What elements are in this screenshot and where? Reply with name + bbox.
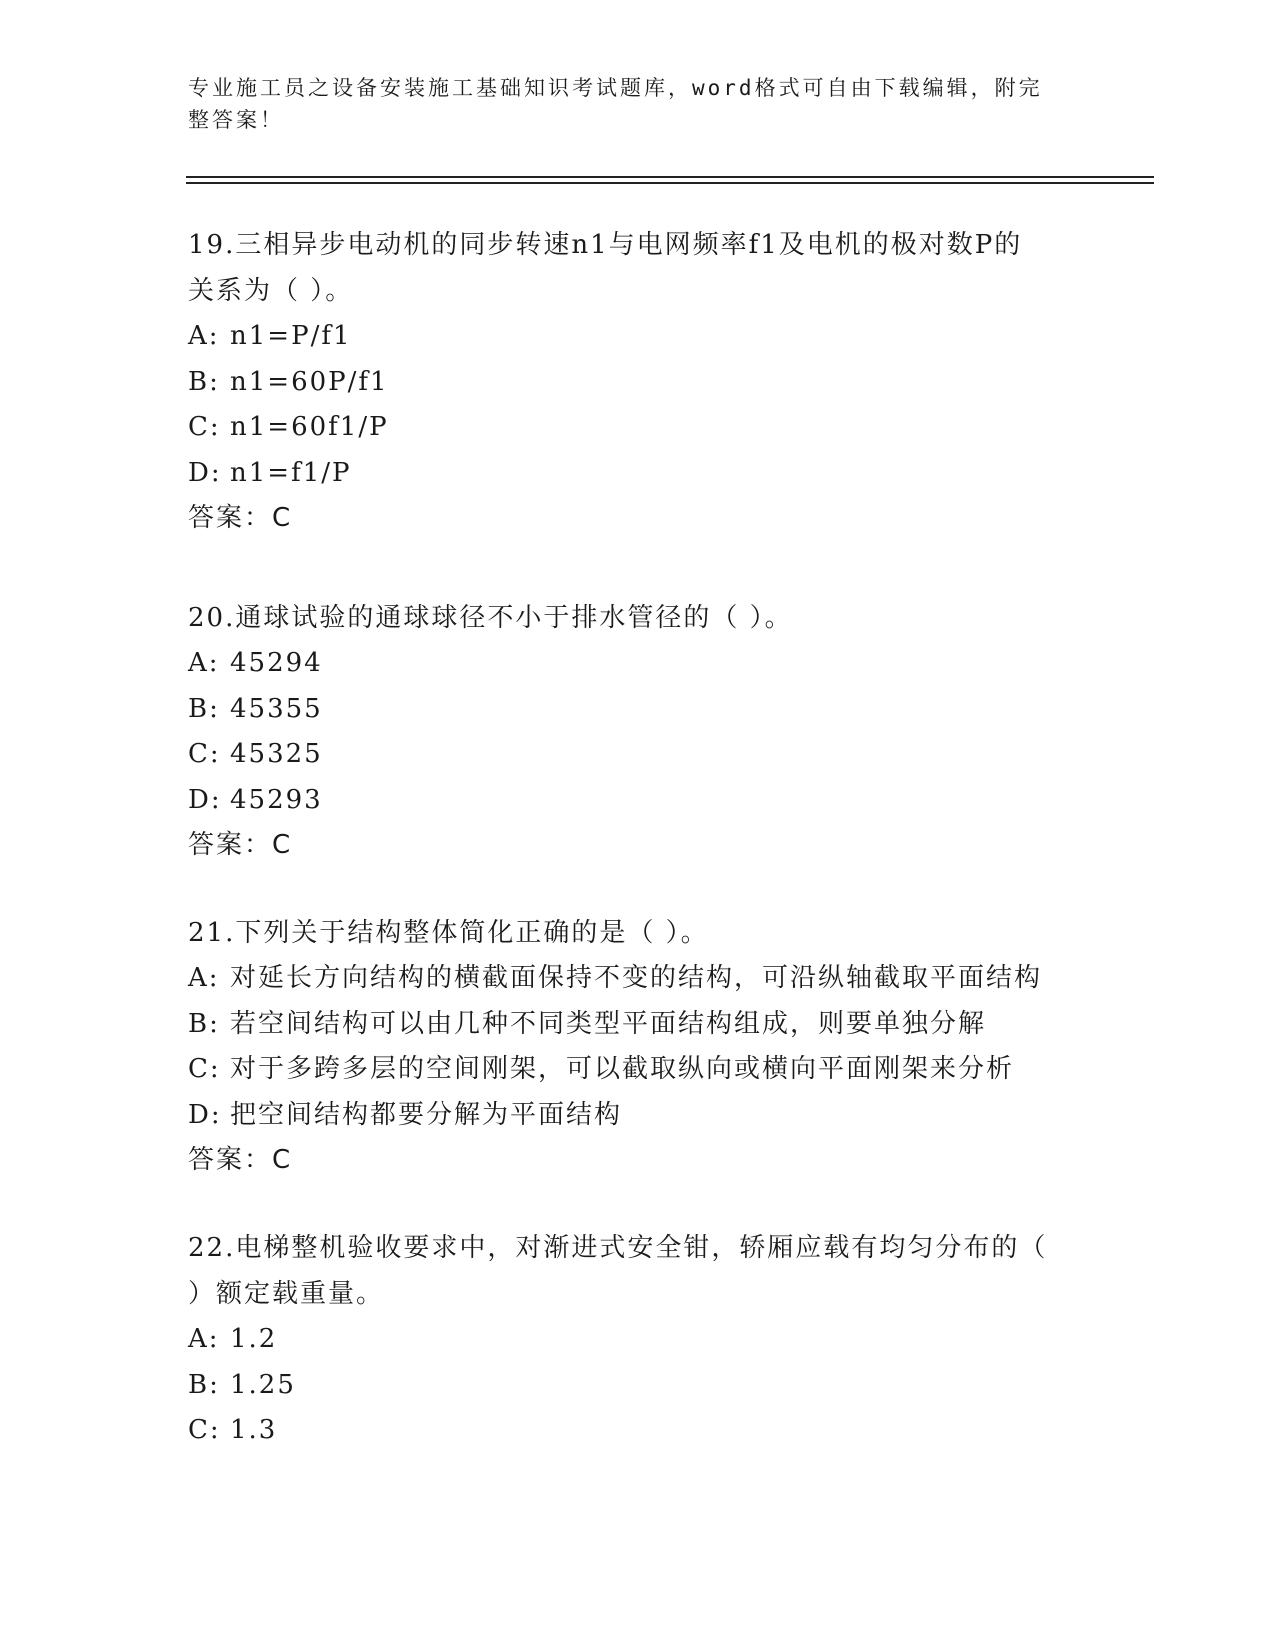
option-letter: A: [188, 1324, 220, 1354]
question-stem [188, 595, 1088, 641]
document-header [188, 72, 1068, 136]
option-letter: D: [188, 784, 222, 815]
option-text: n1=60f1/P [230, 412, 389, 442]
option-text: 1.2 [230, 1324, 278, 1354]
question-stem-line-2: 关系为（ ）。 [188, 276, 354, 306]
option-letter: B: [188, 1008, 220, 1039]
header-line-2: 整答案！ [188, 108, 284, 132]
answer-line: 答案：C [188, 503, 293, 533]
option-b [188, 687, 1088, 733]
option-letter: D: [188, 457, 222, 488]
question-stem-line-1: 21.下列关于结构整体简化正确的是（ ）。 [188, 918, 709, 948]
option-text: 45294 [230, 648, 323, 678]
option-b [188, 1002, 1088, 1048]
option-d [188, 778, 1088, 824]
option-a [188, 314, 1088, 360]
question-22 [188, 1225, 1088, 1454]
option-b [188, 1363, 1088, 1409]
option-letter: A: [188, 648, 220, 678]
question-stem-line-1: 20.通球试验的通球球径不小于排水管径的（ ）。 [188, 603, 793, 633]
question-stem-line-1: 22.电梯整机验收要求中，对渐进式安全钳，轿厢应载有均匀分布的（ [188, 1233, 1048, 1263]
question-stem [188, 1225, 1088, 1317]
option-letter: C: [188, 412, 221, 442]
question-stem [188, 910, 1088, 956]
option-text: n1=P/f1 [230, 321, 352, 351]
option-a [188, 641, 1088, 687]
option-d [188, 451, 1088, 497]
question-20 [188, 595, 1088, 869]
header-divider-top [186, 176, 1154, 178]
option-letter: B: [188, 366, 220, 397]
option-c [188, 405, 1088, 451]
option-text: 若空间结构可以由几种不同类型平面结构组成，则要单独分解 [230, 1008, 987, 1039]
option-d [188, 1093, 1088, 1139]
option-c [188, 732, 1088, 778]
question-19 [188, 222, 1088, 542]
header-divider-bottom [186, 182, 1154, 184]
option-a [188, 956, 1088, 1002]
option-a [188, 1317, 1088, 1363]
option-text: n1=60P/f1 [230, 366, 389, 397]
option-letter: C: [188, 739, 221, 769]
option-letter: A: [188, 321, 220, 351]
option-text: n1=f1/P [230, 457, 352, 488]
question-stem-line-2: ）额定载重量。 [188, 1279, 385, 1309]
option-letter: C: [188, 1054, 221, 1084]
option-letter: A: [188, 963, 220, 993]
option-text: 把空间结构都要分解为平面结构 [230, 1099, 623, 1130]
header-line-1: 专业施工员之设备安装施工基础知识考试题库，word格式可自由下载编辑，附完 [188, 76, 1043, 100]
option-text: 45355 [230, 693, 323, 724]
option-text: 对延长方向结构的横截面保持不变的结构，可沿纵轴截取平面结构 [230, 963, 1043, 993]
question-stem [188, 222, 1088, 314]
option-c [188, 1408, 1088, 1454]
option-b [188, 360, 1088, 406]
question-21 [188, 910, 1088, 1184]
question-stem-line-1: 19.三相异步电动机的同步转速n1与电网频率f1及电机的极对数P的 [188, 230, 1023, 260]
answer-line: 答案：C [188, 1145, 293, 1175]
answer-line: 答案：C [188, 830, 293, 860]
option-text: 1.3 [230, 1415, 278, 1445]
option-letter: C: [188, 1415, 221, 1445]
option-c [188, 1047, 1088, 1093]
option-text: 45293 [230, 784, 323, 815]
option-text: 对于多跨多层的空间刚架，可以截取纵向或横向平面刚架来分析 [230, 1054, 1015, 1084]
option-letter: B: [188, 693, 220, 724]
option-text: 45325 [230, 739, 323, 769]
option-text: 1.25 [230, 1369, 296, 1400]
option-letter: B: [188, 1369, 220, 1400]
option-letter: D: [188, 1099, 222, 1130]
